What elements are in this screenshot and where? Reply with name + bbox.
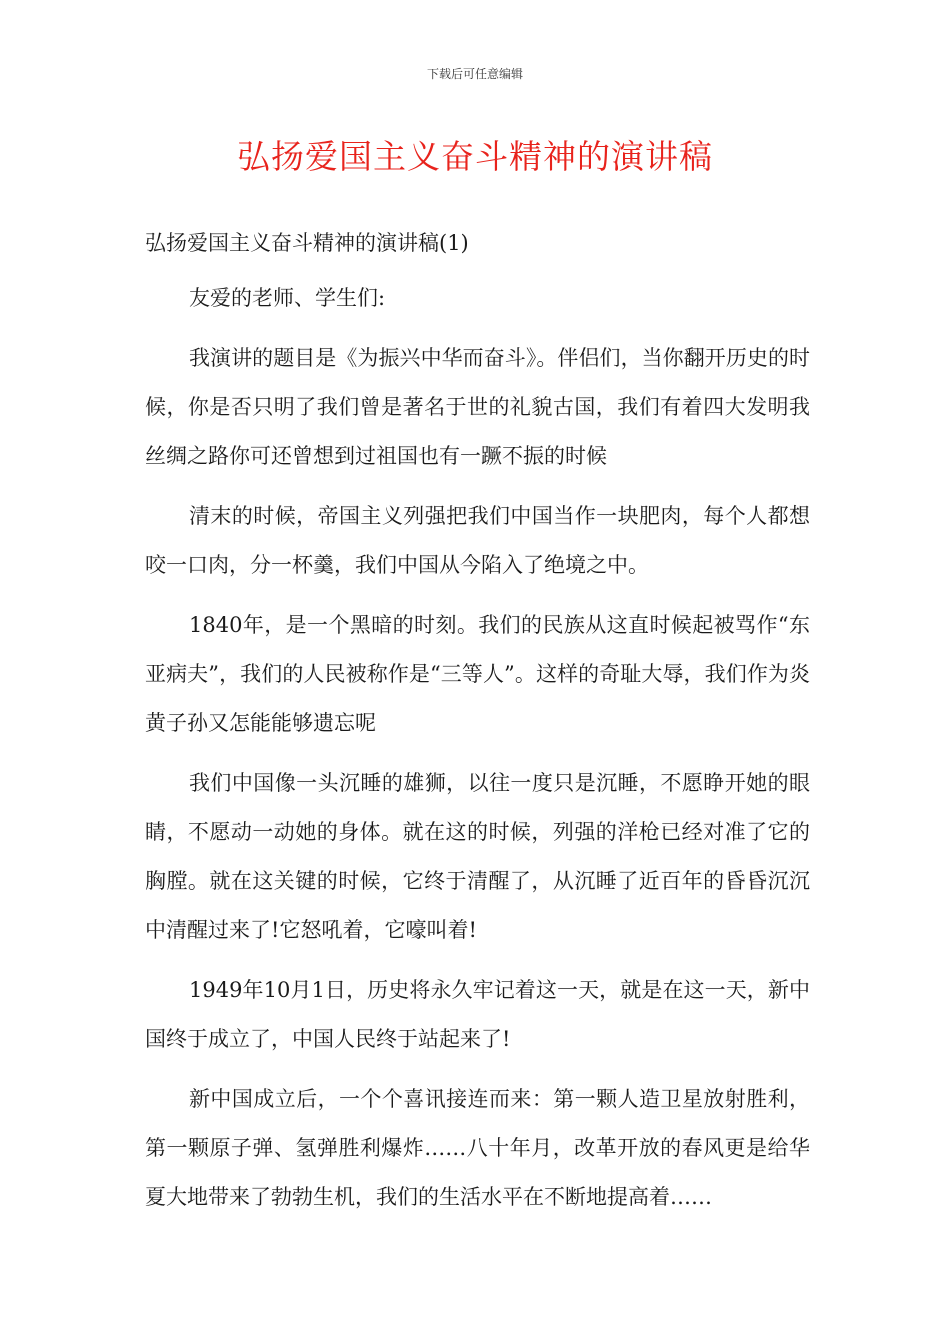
document-title: 弘扬爱国主义奋斗精神的演讲稿 <box>237 137 713 176</box>
paragraph: 我们中国像一头沉睡的雄狮，以往一度只是沉睡，不愿睁开她的眼睛，不愿动一动她的身体。就在这的时候，列强的洋枪已经对准了它的胸膛。就在这关键的时候，它终于清醒了，从沉睡了近百年的昏昏沉沉中清醒过来了!它怒吼着，它嚎叫着! <box>145 771 810 942</box>
paragraph: 1840年，是一个黑暗的时刻。我们的民族从这直时候起被骂作“东亚病夫”，我们的人民被称作是“三等人”。这样的奇耻大辱，我们作为炎黄子孙又怎能能够遗忘呢 <box>145 613 810 735</box>
paragraph: 我演讲的题目是《为振兴中华而奋斗》。伴侣们，当你翻开历史的时候，你是否只明了我们曾是著名于世的礼貌古国，我们有着四大发明我丝绸之路你可还曾想到过祖国也有一蹶不振的时候 <box>145 346 810 468</box>
paragraph: 清末的时候，帝国主义列强把我们中国当作一块肥肉，每个人都想咬一口肉，分一杯羹，我们中国从今陷入了绝境之中。 <box>145 504 810 577</box>
header-note: 下载后可任意编辑 <box>426 67 523 81</box>
paragraph: 新中国成立后，一个个喜讯接连而来：第一颗人造卫星放射胜利，第一颗原子弹、氢弹胜利爆炸……八十年月，改革开放的春风更是给华夏大地带来了勃勃生机，我们的生活水平在不断地提高着…… <box>145 1087 810 1209</box>
paragraph-salutation: 友爱的老师、学生们: <box>189 286 386 310</box>
document-subtitle: 弘扬爱国主义奋斗精神的演讲稿(1) <box>145 231 469 255</box>
paragraph: 1949年10月1日，历史将永久牢记着这一天，就是在这一天，新中国终于成立了，中国人民终于站起来了! <box>145 978 810 1051</box>
document-body <box>145 274 810 1233</box>
